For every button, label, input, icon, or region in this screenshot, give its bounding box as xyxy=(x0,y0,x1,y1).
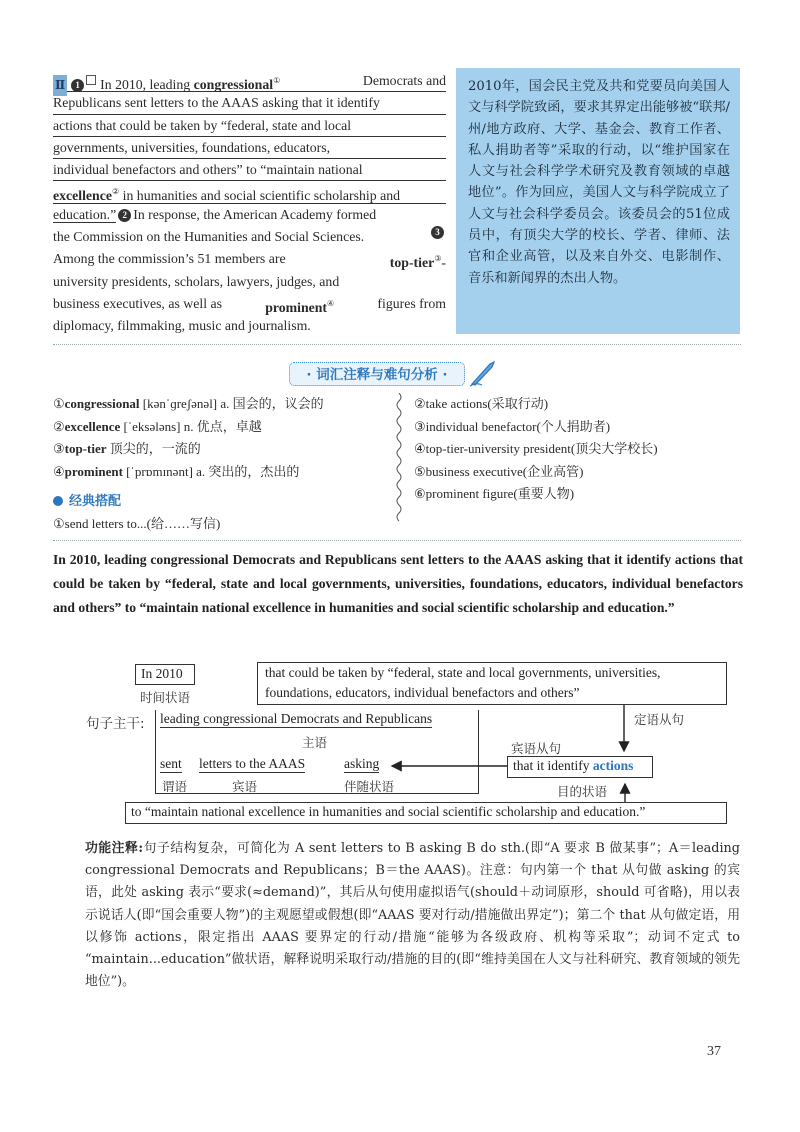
footnote-mark: ④ xyxy=(327,298,335,308)
vocab-word: congressional xyxy=(193,77,274,92)
vocab-item: ①congressional [kənˈɡreʃənəl] a. 国会的，议会的 xyxy=(53,396,324,411)
in-2010-text: In 2010 xyxy=(141,666,183,681)
page-number: 37 xyxy=(707,1044,721,1059)
vocab-item: ③individual benefactor(个人捐助者) xyxy=(414,418,611,434)
adverbial-text: asking xyxy=(344,756,380,771)
function-notes xyxy=(85,838,740,993)
collocation-item: ①send letters to...(给……写信) xyxy=(53,516,221,531)
sentence-number-2: 2 xyxy=(118,209,131,222)
actions-word: actions xyxy=(592,758,634,773)
passage-text: Among the commission’s 51 members are xyxy=(53,251,286,267)
purpose-text: to “maintain national excellence in humanities and social scientific scholarship and education.” xyxy=(131,804,646,819)
clause-line-1: that could be taken by “federal, state and local governments, universities, xyxy=(265,665,661,680)
clause-line-2: foundations, educators, individual benefactors and others” xyxy=(265,685,580,700)
vocab-item: ③top-tier 顶尖的，一流的 xyxy=(53,441,201,456)
collocation-heading: 经典搭配 xyxy=(53,490,121,509)
passage-text: governments, universities, foundations, educators, xyxy=(53,139,331,155)
passage-text: Republicans sent letters to the AAAS asking that it identify xyxy=(53,95,380,111)
passage-text: In response, the American Academy formed xyxy=(133,206,377,222)
vocab-item: ⑥prominent figure(重要人物) xyxy=(414,486,575,501)
footnote-mark: ③ xyxy=(434,254,442,264)
passage-text: actions that could be taken by “federal, state and local xyxy=(53,117,352,133)
predicate-label: 谓语 xyxy=(162,779,188,794)
adverbial-label: 伴随状语 xyxy=(344,779,395,794)
passage-text: university presidents, scholars, lawyers, judges, and xyxy=(53,273,340,289)
purpose-label: 目的状语 xyxy=(557,784,608,799)
passage-text: the Commission on the Humanities and Social Sciences. xyxy=(53,229,365,245)
footnote-mark: ② xyxy=(111,187,120,197)
main-trunk-label: 句子主干: xyxy=(86,716,145,732)
passage-text: diplomacy, filmmaking, music and journalism. xyxy=(53,318,311,334)
vocab-item: ⑤business executive(企业高管) xyxy=(414,463,584,479)
analysis-sentence: In 2010, leading congressional Democrats and Republicans sent letters to the AAAS asking that it identify actions that could be taken by “federal, state and local governments, universities, foundations, educators, individual benefactors and others” to “maintain national excellence in humanities and social scientific scholarship and education.” xyxy=(53,552,743,615)
subject-text: leading congressional Democrats and Republicans xyxy=(160,711,433,726)
passage-text: business executives, as well as xyxy=(53,295,222,311)
subject-label: 主语 xyxy=(302,735,328,750)
passage-text: education.” xyxy=(53,206,117,222)
vocab-word: top-tier xyxy=(389,255,435,271)
passage-text: individual benefactors and others” to “maintain national xyxy=(53,162,363,178)
chinese-translation-box: 2010年，国会民主党及共和党要员向美国人文与科学院致函，要求其界定出能够被“联邦/州/地方政府、大学、基金会、教育工作者、私人捐助者等”采取的行动，以“维护国家在人文与社会科学学术研究及教育领域的卓越地位”。作为回应，美国人文与科学院成立了人文与社会科学委员会。该委员会的51位成员中，有顶尖大学的校长、学者、律师、法官和企业高管，以及来自外交、电影制作、音乐和新闻界的杰出人物。 xyxy=(456,68,740,334)
predicate-text: sent xyxy=(160,756,182,771)
vocab-item: ②excellence [ˈeksələns] n. 优点，卓越 xyxy=(53,418,262,434)
time-label: 时间状语 xyxy=(140,690,191,705)
passage-text: - xyxy=(441,255,446,271)
sentence-number-3: 3 xyxy=(431,226,444,239)
vocab-item: ④prominent [ˈprɒmɪnənt] a. 突出的，杰出的 xyxy=(53,463,300,479)
object-clause-text: that it identify actions xyxy=(513,758,634,773)
object-label: 宾语 xyxy=(232,779,258,794)
paragraph-marker: Ⅱ xyxy=(53,75,67,96)
vocab-word: prominent xyxy=(265,299,328,315)
passage-text: figures from xyxy=(377,295,446,311)
vocab-item: ②take actions(采取行动) xyxy=(414,396,549,411)
section-banner: · 词汇注释与难句分析 · xyxy=(289,362,465,386)
footnote-mark: ① xyxy=(273,76,281,85)
passage-text: In 2010, leading xyxy=(100,77,191,92)
object-text: letters to the AAAS xyxy=(199,756,306,771)
passage-text: Democrats and xyxy=(362,73,446,88)
vocab-word: excellence xyxy=(53,188,112,204)
function-notes-label: 功能注释: xyxy=(85,841,144,856)
attributive-clause-label: 定语从句 xyxy=(634,712,685,727)
sentence-number-1: 1 xyxy=(71,79,84,92)
vocab-item: ④top-tier-university president(顶尖大学校长) xyxy=(414,441,658,456)
object-clause-label: 宾语从句 xyxy=(511,741,562,756)
function-notes-text: 句子结构复杂，可简化为 A sent letters to B asking B do sth.(即“A 要求 B 做某事”；A＝leading congressional Democrats and Republicans；B＝the AAAS)。注意：句内第一个 that 从句做 asking 的宾语，此处 asking 表示“要求(≈demand)”，其后从句使用虚拟语气(should＋动词原形，should 可省略)，用以表示说话人(即“国会重要人物”)的主观愿望或假想(即“AAAS 要对行动/措施做出界定”)；第二个 that 从句做定语，用以修饰 actions，限定指出 AAAS 要界定的行动/措施“能够为各级政府、机构等采取”；动词不定式 to “maintain...education”做状语，解释说明采取行动/措施的目的(即“维持美国在人文与社科研究、教育领域的领先地位”)。 xyxy=(85,841,740,990)
passage-text: in humanities and social scientific scholarship and xyxy=(122,188,401,204)
